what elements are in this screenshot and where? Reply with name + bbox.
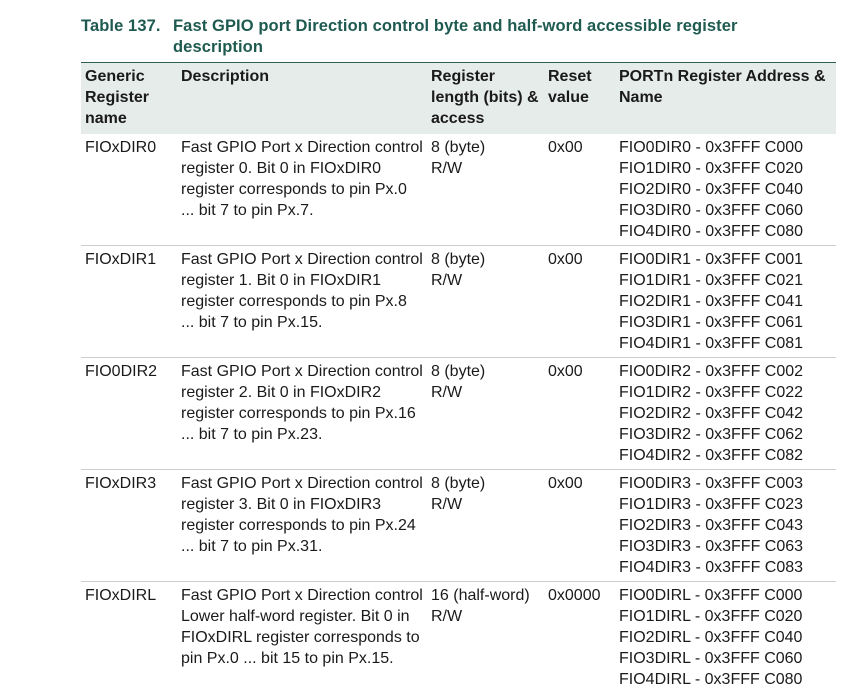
register-length: 16 (half-word)	[431, 585, 540, 606]
register-access: R/W	[431, 382, 540, 403]
register-addresses	[615, 470, 836, 582]
register-reset-value: 0x00	[544, 470, 615, 582]
register-access: R/W	[431, 270, 540, 291]
register-address: FIO1DIRL - 0x3FFF C020	[619, 606, 832, 627]
register-address: FIO3DIR2 - 0x3FFF C062	[619, 424, 832, 445]
register-description: Fast GPIO Port x Direction control register 3. Bit 0 in FIOxDIR3 register corresponds to pin Px.24 ... bit 7 to pin Px.31.	[177, 470, 427, 582]
register-description: Fast GPIO Port x Direction control register 1. Bit 0 in FIOxDIR1 register corresponds to pin Px.8 ... bit 7 to pin Px.15.	[177, 246, 427, 358]
register-address: FIO0DIR3 - 0x3FFF C003	[619, 473, 832, 494]
register-address: FIO4DIRL - 0x3FFF C080	[619, 669, 832, 690]
register-address: FIO0DIR1 - 0x3FFF C001	[619, 249, 832, 270]
register-address: FIO1DIR3 - 0x3FFF C023	[619, 494, 832, 515]
register-address: FIO2DIR1 - 0x3FFF C041	[619, 291, 832, 312]
register-name: FIO0DIR2	[81, 358, 177, 470]
register-name: FIOxDIRL	[81, 582, 177, 693]
register-address: FIO2DIR3 - 0x3FFF C043	[619, 515, 832, 536]
register-address: FIO1DIR2 - 0x3FFF C022	[619, 382, 832, 403]
caption-number: Table 137.	[81, 16, 173, 37]
register-length-access	[427, 246, 544, 358]
register-address: FIO4DIR2 - 0x3FFF C082	[619, 445, 832, 466]
register-addresses	[615, 134, 836, 246]
header-reset-value: Reset value	[544, 63, 615, 135]
register-addresses	[615, 358, 836, 470]
header-description: Description	[177, 63, 427, 135]
register-length: 8 (byte)	[431, 137, 540, 158]
register-length-access	[427, 358, 544, 470]
table-header	[81, 63, 836, 135]
register-name: FIOxDIR1	[81, 246, 177, 358]
caption-title-line-2: description	[81, 37, 841, 58]
register-description: Fast GPIO Port x Direction control Lower half-word register. Bit 0 in FIOxDIRL register corresponds to pin Px.0 ... bit 15 to pin Px.15.	[177, 582, 427, 693]
register-address: FIO0DIR0 - 0x3FFF C000	[619, 137, 832, 158]
table-caption	[81, 16, 841, 58]
table-row	[81, 582, 836, 693]
register-address: FIO4DIR0 - 0x3FFF C080	[619, 221, 832, 242]
register-access: R/W	[431, 158, 540, 179]
register-description: Fast GPIO Port x Direction control register 0. Bit 0 in FIOxDIR0 register corresponds to pin Px.0 ... bit 7 to pin Px.7.	[177, 134, 427, 246]
register-reset-value: 0x00	[544, 358, 615, 470]
register-length-access	[427, 582, 544, 693]
register-reset-value: 0x00	[544, 134, 615, 246]
table-row	[81, 358, 836, 470]
register-address: FIO3DIR0 - 0x3FFF C060	[619, 200, 832, 221]
register-table	[81, 62, 836, 693]
caption-line-1	[81, 16, 841, 37]
table-row	[81, 470, 836, 582]
register-address: FIO2DIR0 - 0x3FFF C040	[619, 179, 832, 200]
register-length: 8 (byte)	[431, 473, 540, 494]
header-row	[81, 63, 836, 135]
register-address: FIO0DIR2 - 0x3FFF C002	[619, 361, 832, 382]
register-address: FIO4DIR3 - 0x3FFF C083	[619, 557, 832, 578]
register-length: 8 (byte)	[431, 361, 540, 382]
register-length: 8 (byte)	[431, 249, 540, 270]
register-reset-value: 0x0000	[544, 582, 615, 693]
register-access: R/W	[431, 606, 540, 627]
register-length-access	[427, 134, 544, 246]
register-address: FIO0DIRL - 0x3FFF C000	[619, 585, 832, 606]
table-body	[81, 134, 836, 693]
caption-title-line-1: Fast GPIO port Direction control byte and half-word accessible register	[173, 17, 738, 35]
register-address: FIO3DIRL - 0x3FFF C060	[619, 648, 832, 669]
register-address: FIO2DIR2 - 0x3FFF C042	[619, 403, 832, 424]
register-address: FIO4DIR1 - 0x3FFF C081	[619, 333, 832, 354]
register-reset-value: 0x00	[544, 246, 615, 358]
register-address: FIO1DIR1 - 0x3FFF C021	[619, 270, 832, 291]
header-portn-register-address-name: PORTn Register Address & Name	[615, 63, 836, 135]
register-addresses	[615, 246, 836, 358]
register-addresses	[615, 582, 836, 693]
register-name: FIOxDIR3	[81, 470, 177, 582]
register-address: FIO2DIRL - 0x3FFF C040	[619, 627, 832, 648]
table-row	[81, 246, 836, 358]
register-address: FIO3DIR3 - 0x3FFF C063	[619, 536, 832, 557]
register-description: Fast GPIO Port x Direction control register 2. Bit 0 in FIOxDIR2 register corresponds to pin Px.16 ... bit 7 to pin Px.23.	[177, 358, 427, 470]
register-name: FIOxDIR0	[81, 134, 177, 246]
header-register-length-access: Register length (bits) & access	[427, 63, 544, 135]
table-row	[81, 134, 836, 246]
register-length-access	[427, 470, 544, 582]
register-address: FIO1DIR0 - 0x3FFF C020	[619, 158, 832, 179]
header-generic-register-name: Generic Register name	[81, 63, 177, 135]
register-access: R/W	[431, 494, 540, 515]
register-address: FIO3DIR1 - 0x3FFF C061	[619, 312, 832, 333]
